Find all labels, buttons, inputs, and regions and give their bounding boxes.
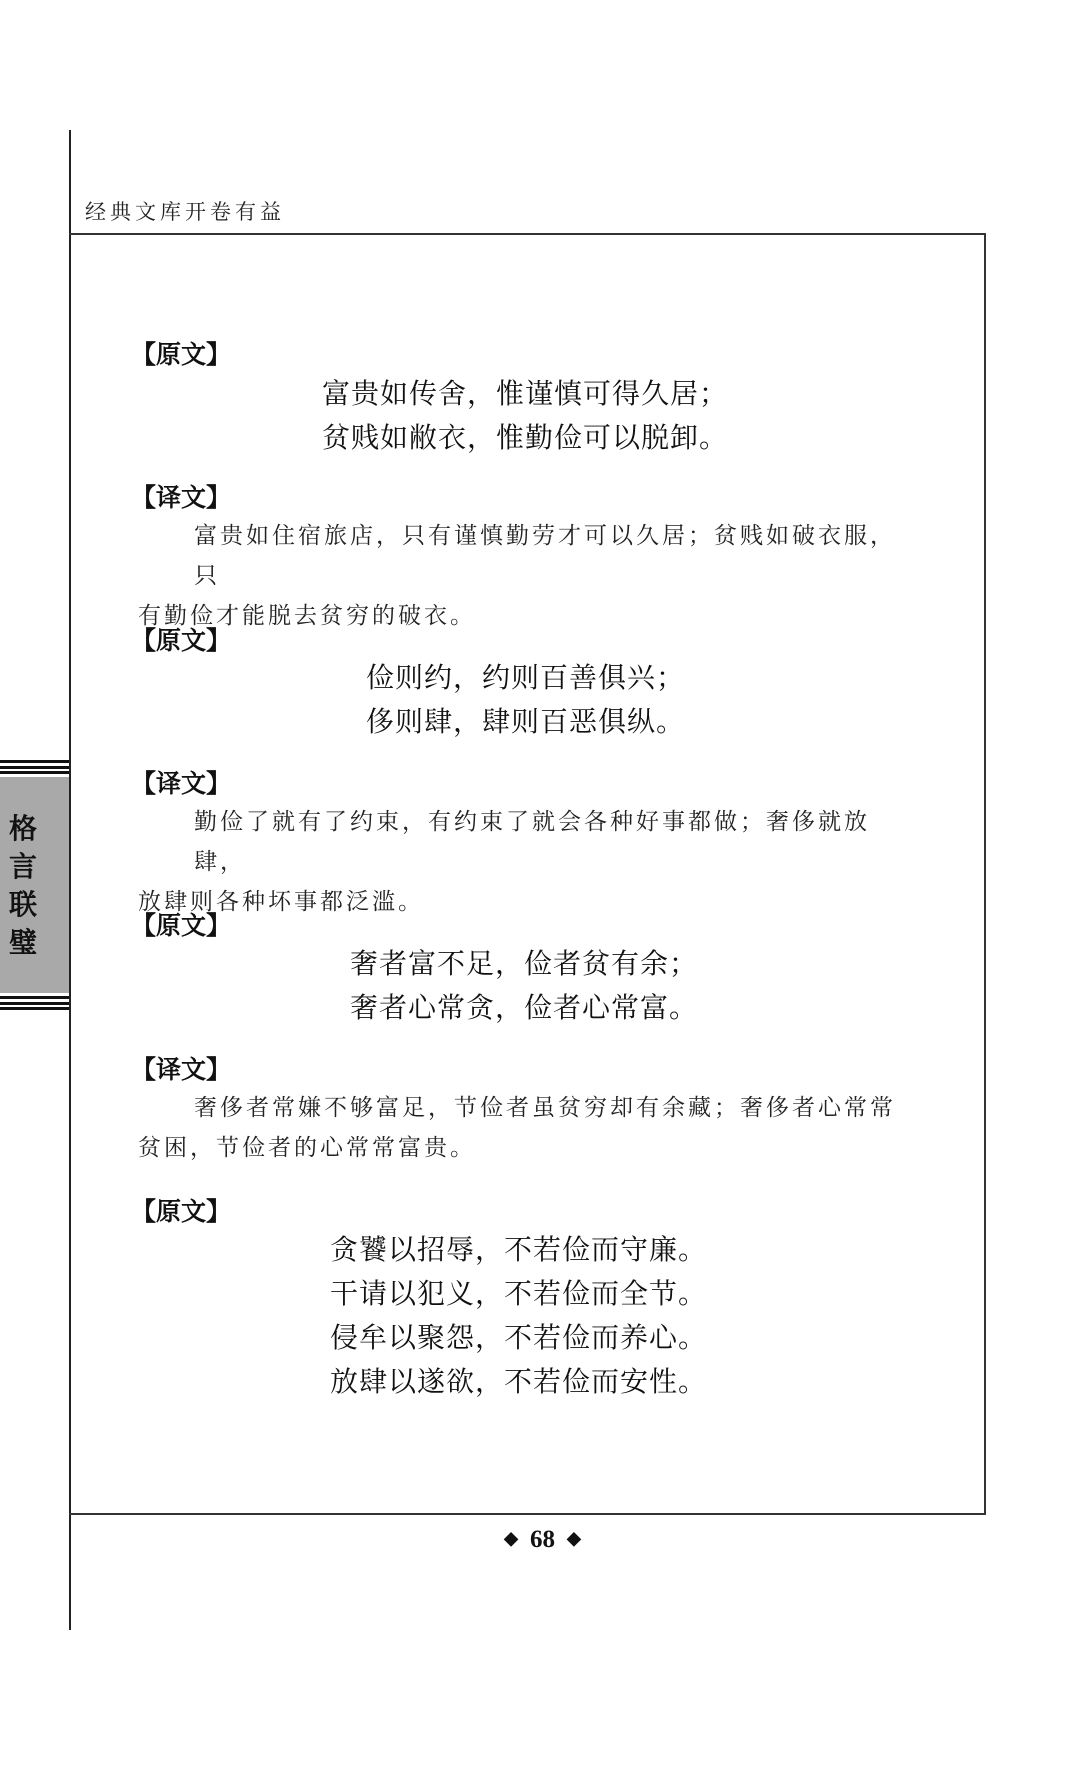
verse-line: 侵牟以聚怨，不若俭而养心。 (330, 1321, 708, 1354)
translation-paragraph (138, 516, 898, 636)
translation-line: 放肆则各种坏事都泛滥。 (138, 889, 424, 915)
side-tab-top-rule (0, 760, 69, 774)
diamond-icon: ◆ (504, 1528, 518, 1548)
page-number-value: 68 (530, 1526, 555, 1553)
section-label-original: 【原文】 (131, 911, 232, 940)
translation-line: 奢侈者常嫌不够富足，节俭者虽贫穷却有余藏；奢侈者心常常 (194, 1095, 896, 1121)
translation-line: 有勤俭才能脱去贫穷的破衣。 (138, 603, 476, 629)
verse-line: 奢者富不足，俭者贫有余； (350, 947, 699, 980)
diamond-icon: ◆ (567, 1528, 581, 1548)
section-label-translation: 【译文】 (131, 1055, 232, 1084)
side-tab-char: 联 (8, 888, 37, 921)
section-label-original: 【原文】 (131, 1197, 232, 1226)
side-tab-char: 格 (8, 812, 37, 845)
verse-line: 放肆以遂欲，不若俭而安性。 (330, 1365, 708, 1398)
verse-line: 俭则约，约则百善俱兴； (366, 661, 686, 694)
verse-line: 贪饕以招辱，不若俭而守廉。 (330, 1233, 708, 1266)
translation-paragraph (138, 1088, 898, 1168)
verse-line: 侈则肆，肆则百恶俱纵。 (366, 705, 686, 738)
section-label-translation: 【译文】 (131, 483, 232, 512)
verse-line: 富贵如传舍，惟谨慎可得久居； (322, 377, 729, 410)
translation-line: 富贵如住宿旅店，只有谨慎勤劳才可以久居；贫贱如破衣服，只 (194, 523, 896, 589)
translation-line: 勤俭了就有了约束，有约束了就会各种好事都做；奢侈就放肆， (194, 809, 870, 875)
page-number (0, 1526, 1085, 1554)
side-tab (0, 760, 69, 1010)
side-tab-bottom-rule (0, 996, 69, 1010)
side-tab-char: 言 (8, 850, 37, 883)
translation-paragraph (138, 802, 898, 922)
side-tab-title (6, 810, 40, 962)
side-tab-char: 璧 (8, 926, 37, 959)
section-label-original: 【原文】 (131, 626, 232, 655)
verse-line: 奢者心常贪，俭者心常富。 (350, 991, 699, 1024)
running-header: 经典文库开卷有益 (85, 200, 285, 224)
verse-line: 贫贱如敝衣，惟勤俭可以脱卸。 (322, 421, 729, 454)
section-label-translation: 【译文】 (131, 769, 232, 798)
verse-line: 干请以犯义，不若俭而全节。 (330, 1277, 708, 1310)
section-label-original: 【原文】 (131, 340, 232, 369)
translation-line: 贫困，节俭者的心常常富贵。 (138, 1135, 476, 1161)
